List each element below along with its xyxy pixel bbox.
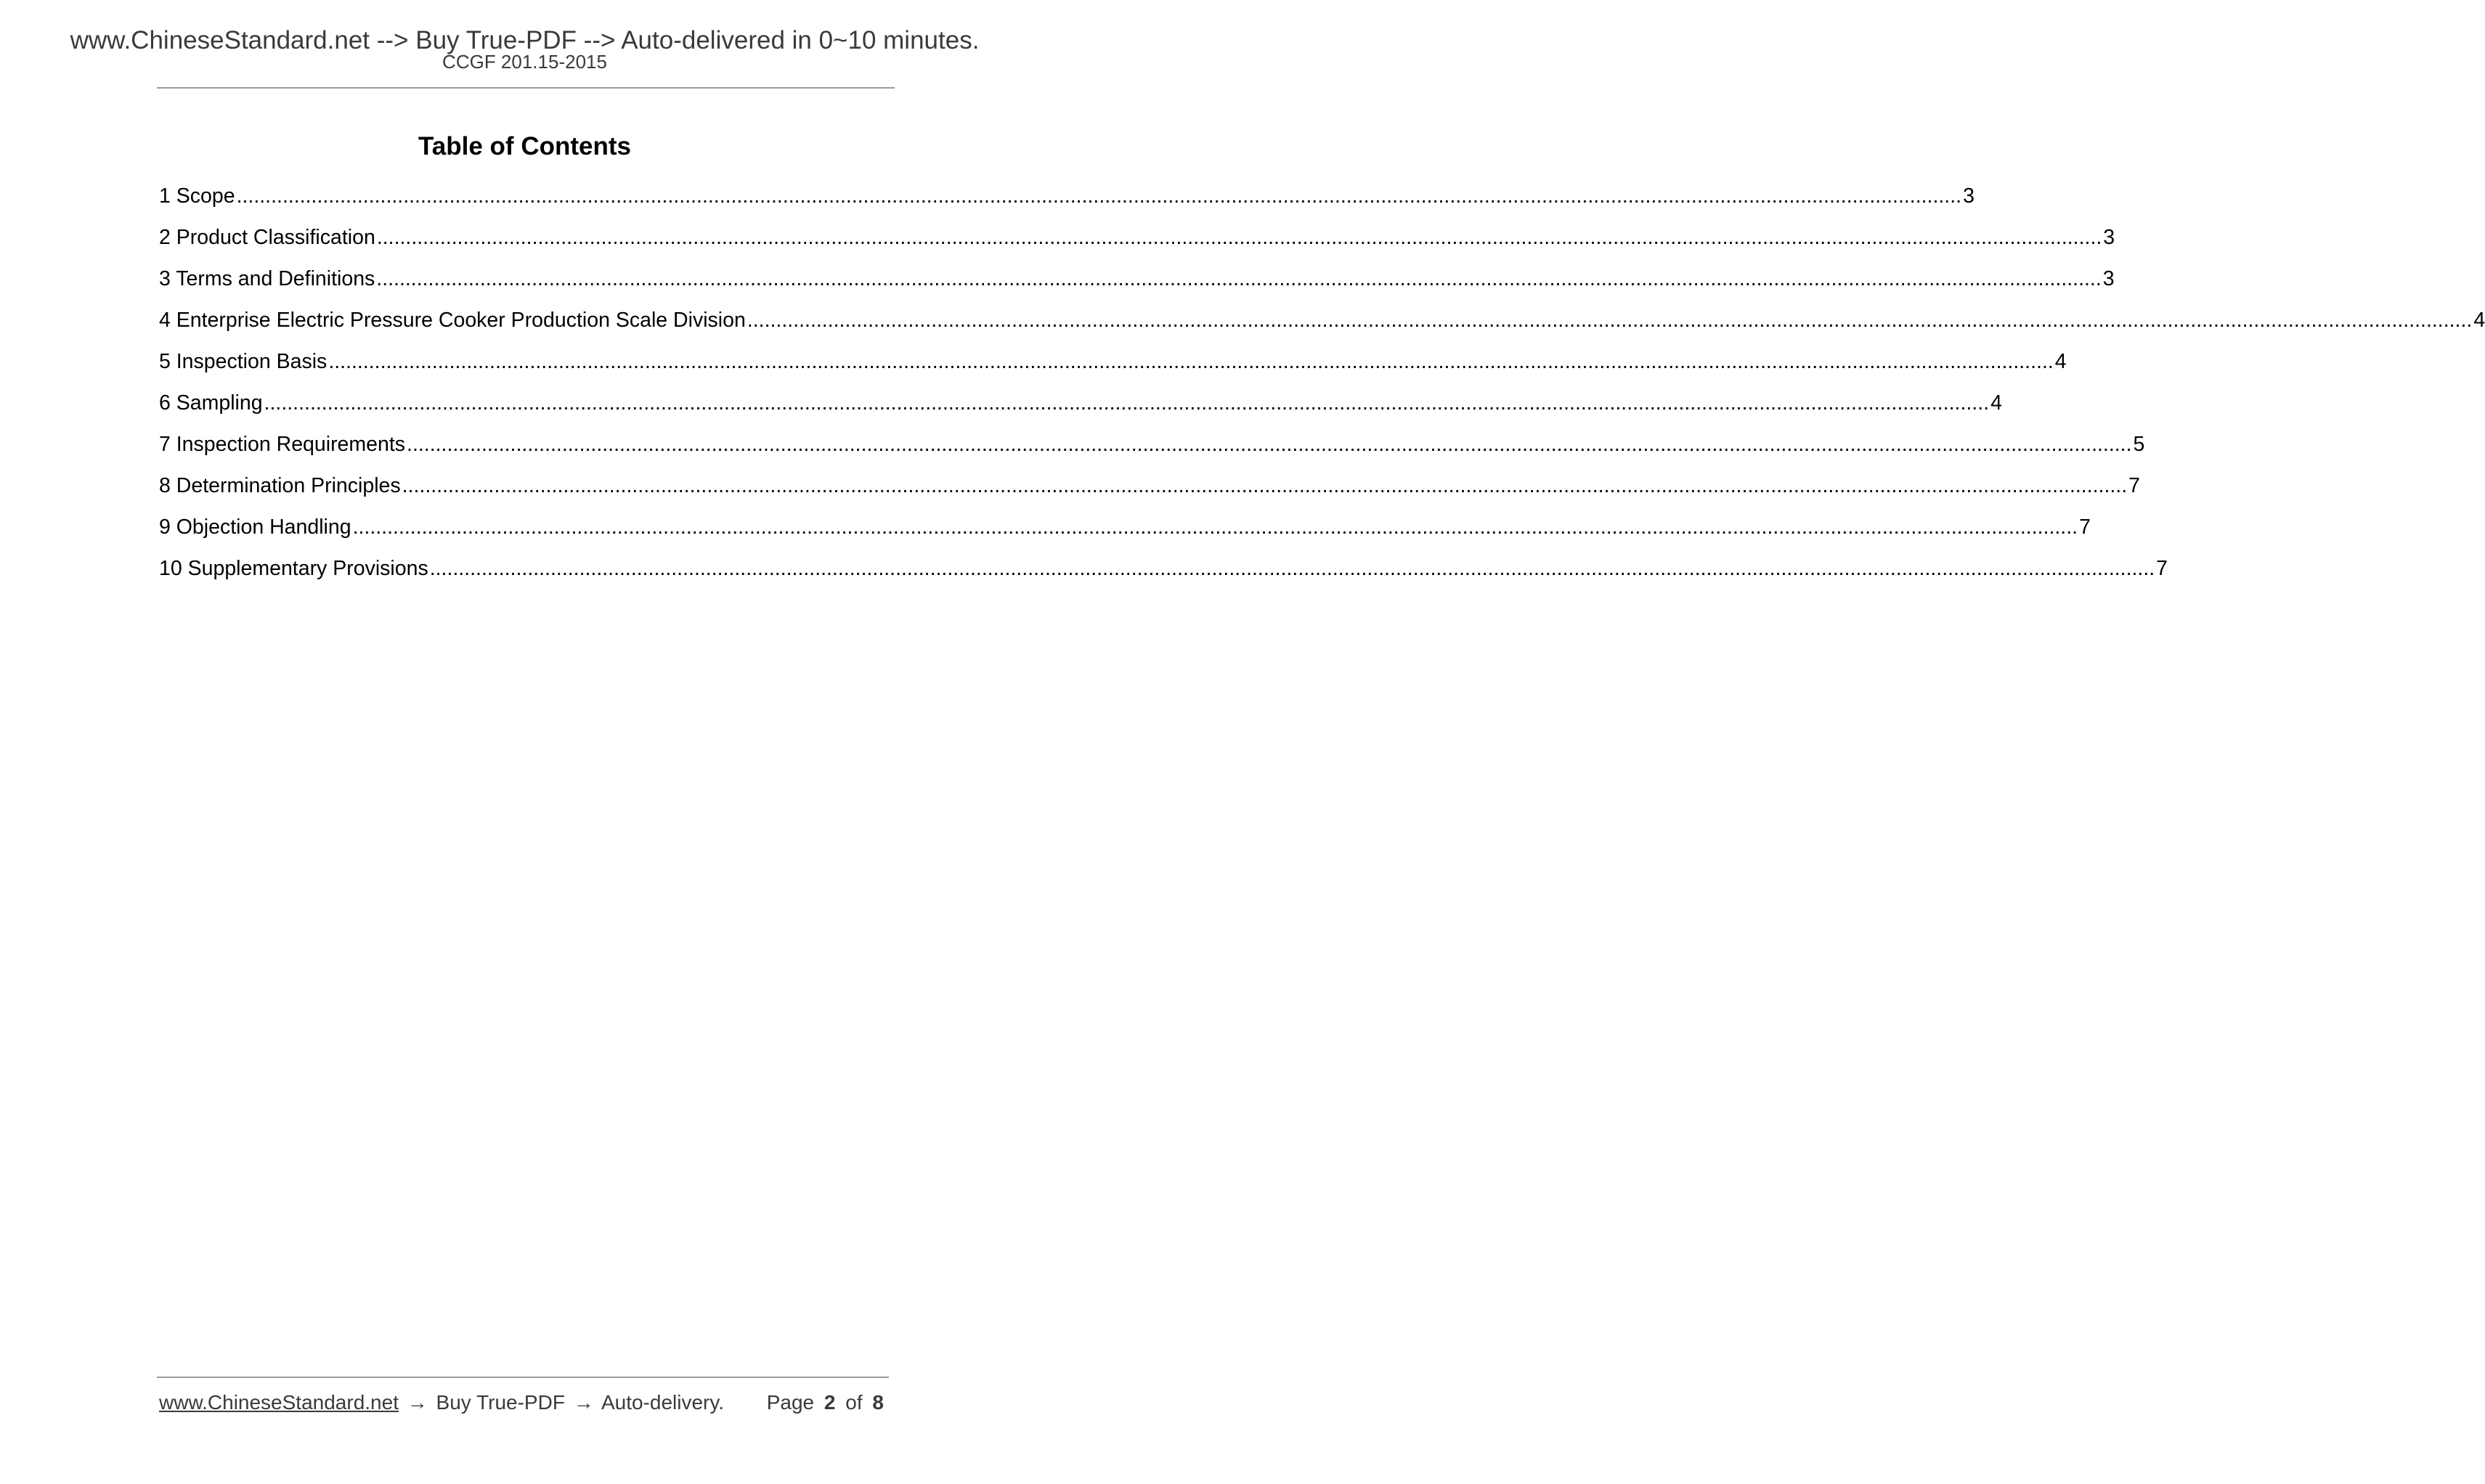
toc-entry-page: 7 bbox=[2156, 557, 2168, 580]
toc-entry-page: 4 bbox=[2054, 350, 2067, 373]
toc-entry-production-scale-division[interactable] bbox=[159, 306, 2485, 347]
toc-entry-supplementary-provisions[interactable] bbox=[159, 554, 2168, 595]
toc-entry-label: 1 Scope bbox=[159, 184, 235, 208]
toc-entry-page: 3 bbox=[1963, 184, 1974, 208]
page-footer bbox=[159, 1388, 888, 1417]
toc-entry-label: 5 Inspection Basis bbox=[159, 350, 328, 373]
toc-entry-page: 7 bbox=[2128, 474, 2140, 497]
toc-dot-leader: ............................................................................................................................................................................................................................................................................................................ bbox=[429, 557, 2155, 580]
toc-entry-scope[interactable] bbox=[159, 182, 1974, 223]
toc-entry-page: 4 bbox=[2473, 309, 2485, 332]
toc-entry-label: 2 Product Classification bbox=[159, 226, 375, 249]
toc-dot-leader: ............................................................................................................................................................................................................................................................................................................ bbox=[236, 184, 1962, 208]
arrow-right-icon: → bbox=[573, 1391, 594, 1414]
toc-entry-sampling[interactable] bbox=[159, 388, 2002, 430]
header-banner: www.ChineseStandard.net --> Buy True-PDF --> Auto-delivered in 0~10 minutes. bbox=[70, 26, 980, 54]
toc-dot-leader: ............................................................................................................................................................................................................................................................................................................ bbox=[352, 515, 2078, 539]
table-of-contents bbox=[159, 182, 2485, 595]
toc-entry-page: 7 bbox=[2079, 515, 2091, 539]
page-word: Page bbox=[766, 1391, 815, 1414]
toc-dot-leader: ............................................................................................................................................................................................................................................................................................................ bbox=[376, 267, 2102, 290]
toc-dot-leader: ............................................................................................................................................................................................................................................................................................................ bbox=[402, 474, 2128, 497]
document-number: CCGF 201.15-2015 bbox=[442, 51, 607, 73]
page-indicator bbox=[767, 1388, 888, 1417]
toc-entry-label: 3 Terms and Definitions bbox=[159, 267, 375, 290]
of-word: of bbox=[845, 1391, 863, 1414]
toc-entry-label: 9 Objection Handling bbox=[159, 515, 351, 539]
toc-entry-product-classification[interactable] bbox=[159, 223, 2115, 264]
toc-dot-leader: ............................................................................................................................................................................................................................................................................................................ bbox=[747, 309, 2473, 332]
toc-dot-leader: ............................................................................................................................................................................................................................................................................................................ bbox=[264, 391, 1990, 415]
footer-divider bbox=[157, 1377, 889, 1378]
toc-title: Table of Contents bbox=[418, 132, 631, 160]
arrow-right-icon: → bbox=[407, 1391, 428, 1414]
toc-entry-determination-principles[interactable] bbox=[159, 471, 2140, 513]
toc-entry-objection-handling[interactable] bbox=[159, 513, 2091, 554]
total-pages-number: 8 bbox=[872, 1391, 884, 1414]
footer-promo bbox=[159, 1388, 724, 1417]
toc-entry-label: 4 Enterprise Electric Pressure Cooker Production Scale Division bbox=[159, 309, 746, 332]
toc-entry-label: 8 Determination Principles bbox=[159, 474, 401, 497]
toc-entry-label: 6 Sampling bbox=[159, 391, 263, 415]
toc-dot-leader: ............................................................................................................................................................................................................................................................................................................ bbox=[376, 226, 2102, 249]
current-page-number: 2 bbox=[823, 1391, 836, 1414]
toc-entry-inspection-basis[interactable] bbox=[159, 347, 2067, 388]
toc-entry-page: 3 bbox=[2103, 226, 2115, 249]
footer-buy-text: Buy True-PDF bbox=[436, 1391, 565, 1414]
toc-entry-inspection-requirements[interactable] bbox=[159, 430, 2145, 471]
footer-site-link[interactable]: www.ChineseStandard.net bbox=[159, 1391, 399, 1414]
toc-entry-page: 3 bbox=[2102, 267, 2115, 290]
header-divider bbox=[157, 87, 895, 89]
toc-entry-label: 10 Supplementary Provisions bbox=[159, 557, 428, 580]
toc-entry-label: 7 Inspection Requirements bbox=[159, 433, 406, 456]
toc-dot-leader: ............................................................................................................................................................................................................................................................................................................ bbox=[328, 350, 2054, 373]
toc-dot-leader: ............................................................................................................................................................................................................................................................................................................ bbox=[407, 433, 2132, 456]
toc-entry-page: 4 bbox=[1990, 391, 2002, 415]
toc-entry-page: 5 bbox=[2133, 433, 2145, 456]
toc-entry-terms-and-definitions[interactable] bbox=[159, 264, 2115, 306]
footer-delivery-text: Auto-delivery. bbox=[601, 1391, 725, 1414]
